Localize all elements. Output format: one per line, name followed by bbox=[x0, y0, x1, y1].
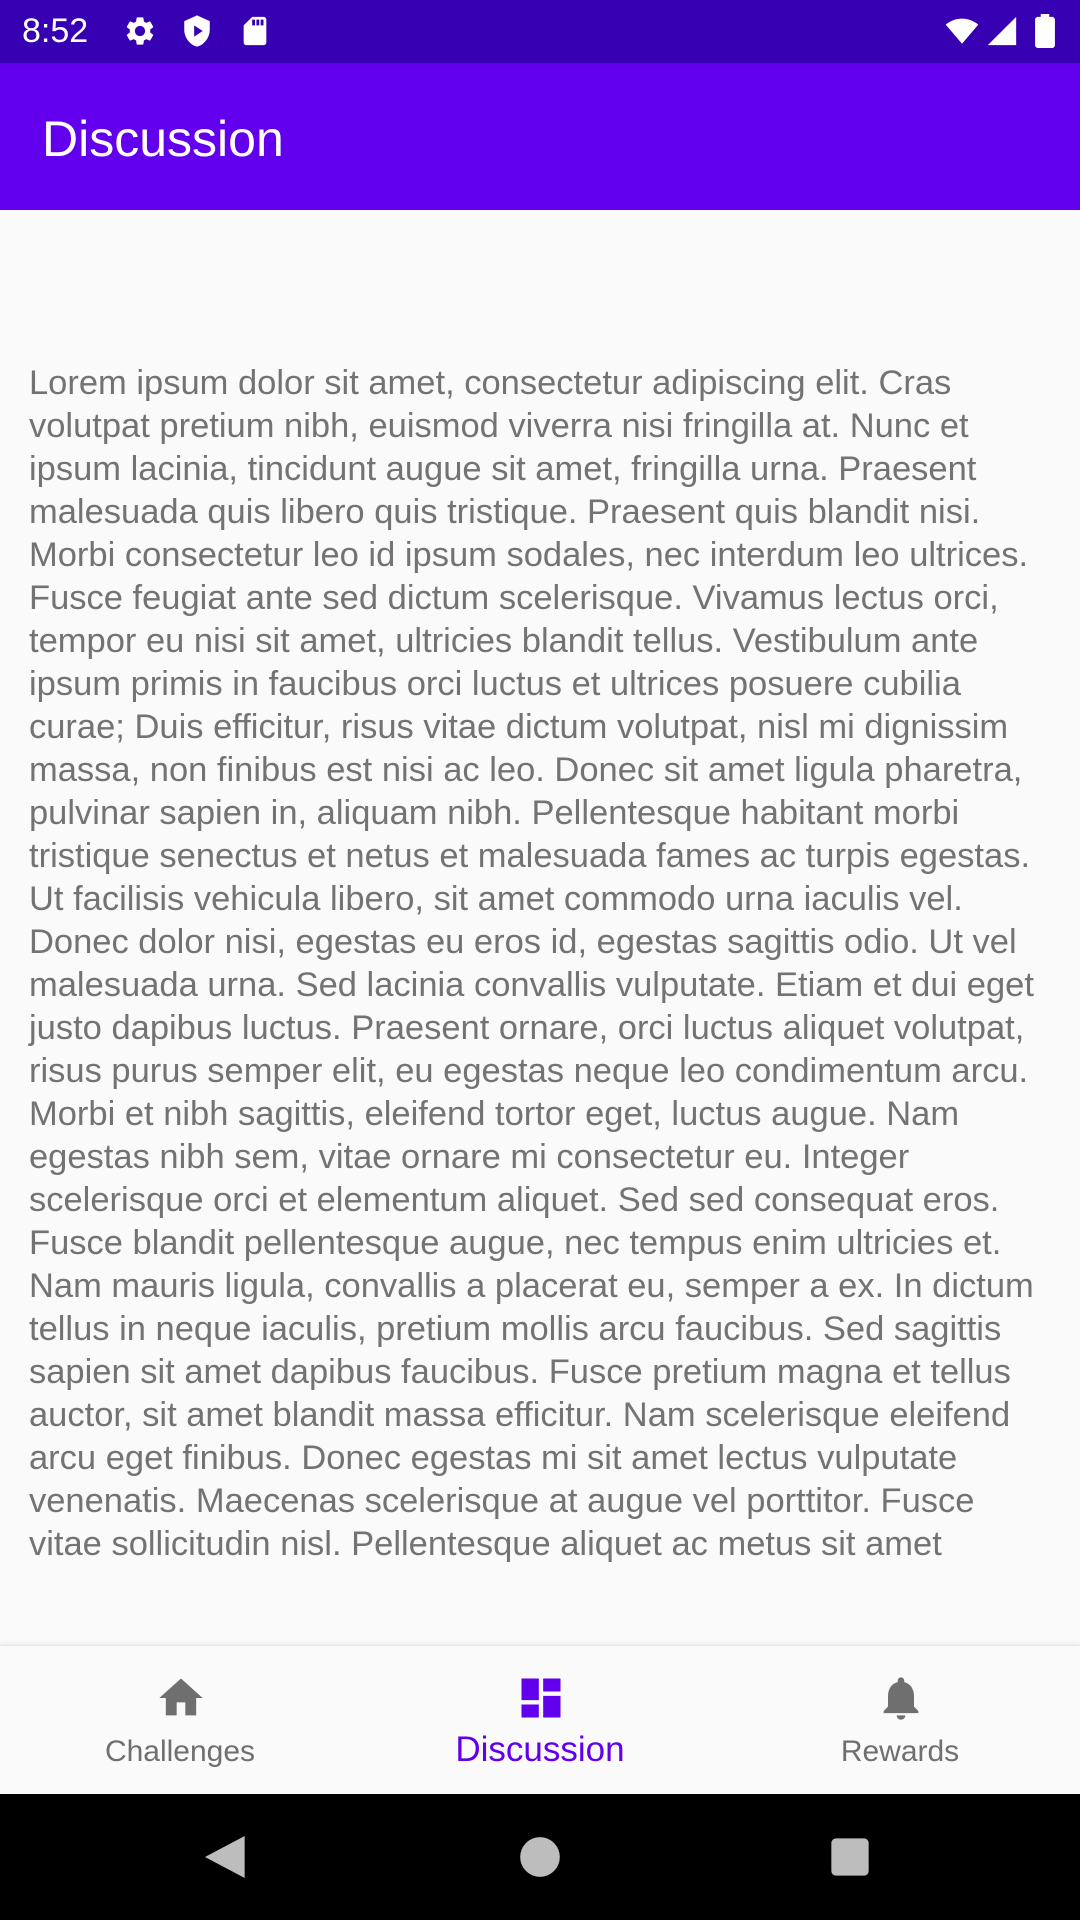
nav-label-discussion: Discussion bbox=[455, 1730, 625, 1769]
status-time: 8:52 bbox=[22, 12, 89, 50]
dashboard-icon bbox=[515, 1672, 567, 1724]
nav-label-rewards: Rewards bbox=[840, 1735, 960, 1768]
gear-icon bbox=[123, 14, 157, 48]
wifi-icon bbox=[945, 14, 979, 48]
shield-play-icon bbox=[180, 14, 214, 48]
signal-icon bbox=[985, 14, 1019, 48]
nav-item-challenges[interactable] bbox=[0, 1646, 360, 1795]
bottom-navigation bbox=[0, 1645, 1080, 1795]
status-bar bbox=[0, 0, 1080, 63]
content-scroll-area[interactable] bbox=[0, 210, 1080, 1645]
system-navigation-bar bbox=[0, 1794, 1080, 1920]
home-circle-icon[interactable] bbox=[512, 1829, 568, 1885]
recents-icon[interactable] bbox=[822, 1829, 878, 1885]
page-title: Discussion bbox=[42, 111, 284, 167]
app-bar bbox=[0, 63, 1080, 210]
back-icon[interactable] bbox=[198, 1829, 254, 1885]
bell-icon bbox=[875, 1672, 927, 1724]
nav-item-discussion[interactable] bbox=[360, 1646, 720, 1795]
sd-card-icon bbox=[238, 14, 272, 48]
battery-icon bbox=[1030, 14, 1060, 48]
discussion-body-text: Lorem ipsum dolor sit amet, consectetur adipiscing elit. Cras volutpat pretium nibh, euismod viverra nisi fringilla at. Nunc et ipsum lacinia, tincidunt augue sit amet, fringilla urna. Praesent malesuada quis libero quis tristique. Praesent quis blandit nisi. Morbi consectetur leo id ipsum sodales, nec interdum leo ultrices. Fusce feugiat ante sed dictum scelerisque. Vivamus lectus orci, tempor eu nisi sit amet, ultricies blandit tellus. Vestibulum ante ipsum primis in faucibus orci luctus et ultrices posuere cubilia curae; Duis efficitur, risus vitae dictum volutpat, nisl mi dignissim massa, non finibus est nisi ac leo. Donec sit amet ligula pharetra, pulvinar sapien in, aliquam nibh. Pellentesque habitant morbi tristique senectus et netus et malesuada fames ac turpis egestas. Ut facilisis vehicula libero, sit amet commodo urna iaculis vel. Donec dolor nisi, egestas eu eros id, egestas sagittis odio. Ut vel malesuada urna. Sed lacinia convallis vulputate. Etiam et dui eget justo dapibus luctus. Praesent ornare, orci luctus aliquet volutpat, risus purus semper elit, eu egestas neque leo condimentum arcu. Morbi et nibh sagittis, eleifend tortor eget, luctus augue. Nam egestas nibh sem, vitae ornare mi consectetur eu. Integer scelerisque orci et elementum aliquet. Sed sed consequat eros. Fusce blandit pellentesque augue, nec tempus enim ultricies et. Nam mauris ligula, convallis a placerat eu, semper a ex. In dictum tellus in neque iaculis, pretium mollis arcu faucibus. Sed sagittis sapien sit amet dapibus faucibus. Fusce pretium magna et tellus auctor, sit amet blandit massa efficitur. Nam scelerisque eleifend arcu eget finibus. Donec egestas mi sit amet lectus vulputate venenatis. Maecenas scelerisque at augue vel porttitor. Fusce vitae sollicitudin nisl. Pellentesque aliquet ac metus sit amet bbox=[29, 364, 1034, 1563]
home-icon bbox=[155, 1672, 207, 1724]
nav-item-rewards[interactable] bbox=[720, 1646, 1080, 1795]
nav-label-challenges: Challenges bbox=[104, 1735, 256, 1768]
